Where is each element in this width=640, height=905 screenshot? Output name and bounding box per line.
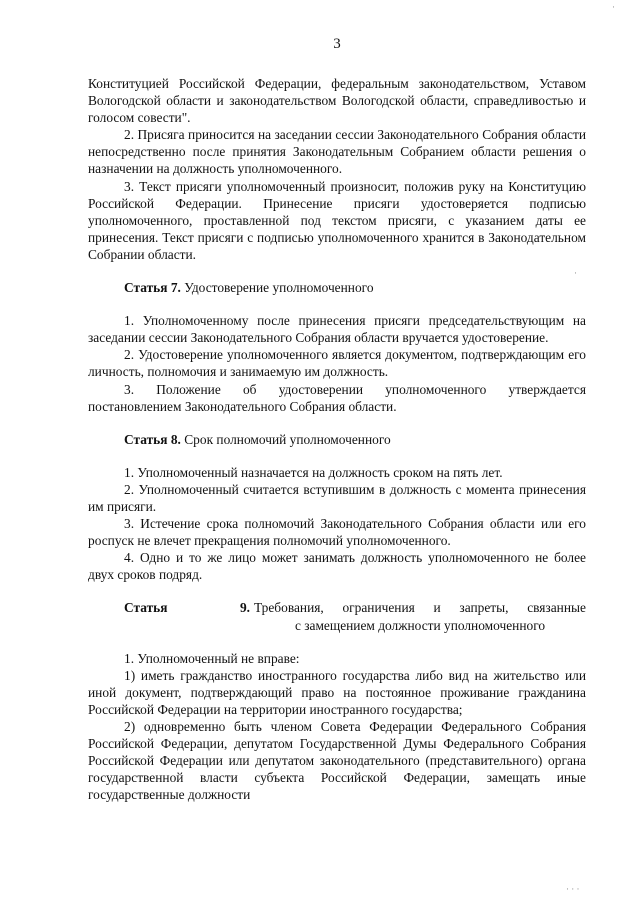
- article-title: Срок полномочий уполномоченного: [184, 431, 391, 447]
- title-word: запреты,: [459, 600, 509, 616]
- paragraph: 1. Уполномоченный назначается на должность сроком на пять лет.: [124, 464, 503, 480]
- paragraph: 2. Удостоверение уполномоченного является документом, подтверждающим его личность, полномочия и занимаемую им должность.: [88, 347, 586, 380]
- article-8-heading: [88, 431, 586, 448]
- paragraph: 4. Одно и то же лицо может занимать должность уполномоченного не более двух сроков подряд.: [88, 550, 586, 583]
- article-title: Удостоверение уполномоченного: [184, 280, 374, 296]
- title-word: и: [433, 600, 441, 616]
- title-word: ограничения: [342, 600, 415, 616]
- paragraph: 1) иметь гражданство иностранного государства либо вид на жительство или иной документ, подтверждающий право на постоянное проживание гражданина Российской Федерации на территории иностранного государства;: [88, 667, 586, 717]
- page-number: 3: [333, 36, 341, 52]
- article-7-heading: [88, 279, 586, 296]
- scan-speck: ·: [612, 2, 615, 12]
- title-line-2: с замещением должности уполномоченного: [294, 617, 546, 633]
- paragraph: 3. Текст присяги уполномоченный произносит, положив руку на Конституцию Российской Федерации. Принесение присяги удостоверяется подписью уполномоченного, проставленной под текстом присяги, с указанием даты ее принесения. Текст присяги с подписью уполномоченного хранится в Законодательном Собрании области.: [88, 178, 586, 262]
- title-word: связанные: [527, 600, 586, 616]
- paragraph: 3. Истечение срока полномочий Законодательного Собрания области или его роспуск не влечет прекращения полномочий уполномоченного.: [88, 516, 586, 549]
- article-number: 9.: [239, 600, 250, 616]
- scan-speck: ·: [574, 268, 577, 278]
- paragraph: 1. Уполномоченный не вправе:: [124, 650, 300, 666]
- article-label: Статья 8.: [124, 431, 181, 447]
- scan-speck: · · ·: [566, 884, 580, 894]
- paragraph: Конституцией Российской Федерации, федеральным законодательством, Уставом Вологодской области и законодательством Вологодской области, справедливостью и голосом совести".: [88, 76, 586, 126]
- article-9-heading: [88, 599, 586, 633]
- document-page: [88, 36, 586, 803]
- article-title: [254, 599, 586, 633]
- paragraph: 3. Положение об удостоверении уполномоченного утверждается постановлением Законодательного Собрания области.: [88, 381, 586, 414]
- article-label: Статья 7.: [124, 280, 181, 296]
- title-word: Требования,: [254, 600, 324, 616]
- paragraph: 2. Присяга приносится на заседании сессии Законодательного Собрания области непосредственно после принятия Законодательным Собранием области решения о назначении на должность уполномоченного.: [88, 127, 586, 177]
- paragraph: 1. Уполномоченному после принесения присяги председательствующим на заседании сессии Законодательного Собрания области вручается удостоверение.: [88, 313, 586, 346]
- paragraph: 2. Уполномоченный считается вступившим в должность с момента принесения им присяги.: [88, 481, 586, 514]
- article-label: Статья: [124, 600, 168, 616]
- paragraph: 2) одновременно быть членом Совета Федерации Федерального Собрания Российской Федерации, депутатом Государственной Думы Федерального Собрания Российской Федерации или депутатом законодательного (представительного) органа государственной власти субъекта Российской Федерации, замещать иные государственные должности: [88, 719, 586, 803]
